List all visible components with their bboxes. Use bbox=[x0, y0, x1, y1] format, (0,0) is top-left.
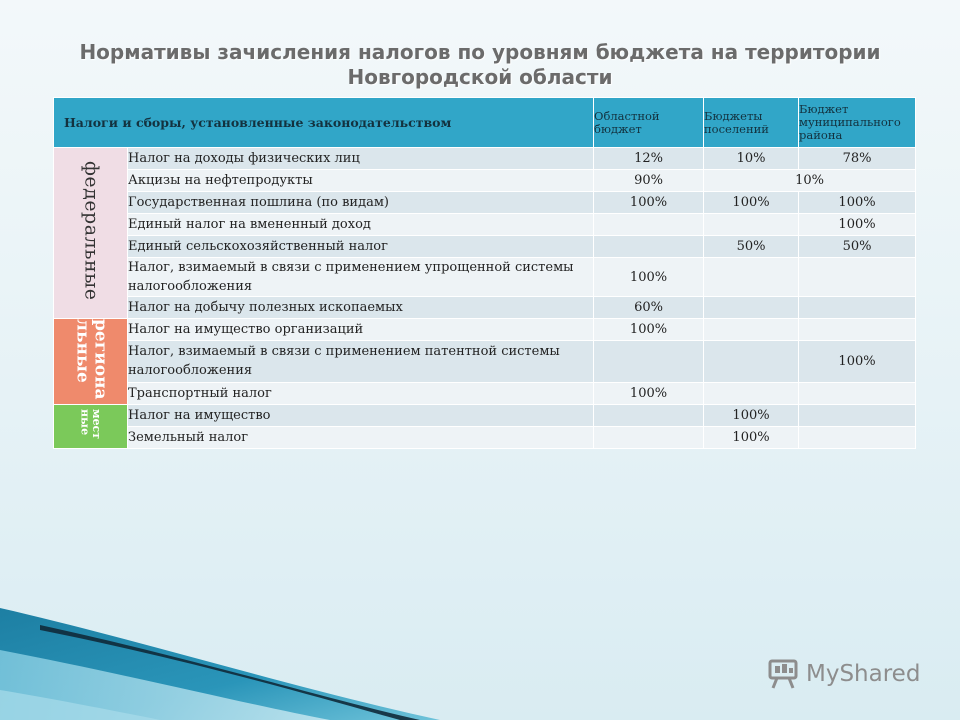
value-settlements: 100% bbox=[704, 192, 799, 214]
table-row bbox=[54, 236, 916, 258]
value-regional bbox=[594, 214, 704, 236]
value-municipal bbox=[799, 426, 916, 448]
table-row bbox=[54, 426, 916, 448]
value-settlements: 100% bbox=[704, 404, 799, 426]
value-settlements bbox=[704, 319, 799, 341]
value-settlements bbox=[704, 382, 799, 404]
value-regional: 100% bbox=[594, 258, 704, 297]
value-settlements-municipal: 10% bbox=[704, 170, 916, 192]
tax-name: Акцизы на нефтепродукты bbox=[128, 170, 594, 192]
value-municipal: 100% bbox=[799, 192, 916, 214]
tax-name: Налог на доходы физических лиц bbox=[128, 148, 594, 170]
table-header-row bbox=[54, 98, 916, 148]
group-regional bbox=[54, 319, 128, 405]
watermark-text: MyShared bbox=[806, 661, 921, 687]
table-row bbox=[54, 404, 916, 426]
value-settlements bbox=[704, 214, 799, 236]
header-settlement-budgets: Бюджеты поселений bbox=[704, 98, 799, 148]
table-row bbox=[54, 382, 916, 404]
table-row bbox=[54, 192, 916, 214]
value-municipal: 78% bbox=[799, 148, 916, 170]
group-local-label: мест ные bbox=[78, 408, 104, 440]
value-settlements bbox=[704, 341, 799, 383]
value-municipal bbox=[799, 258, 916, 297]
value-regional bbox=[594, 404, 704, 426]
value-regional: 100% bbox=[594, 319, 704, 341]
value-municipal: 100% bbox=[799, 214, 916, 236]
value-regional: 90% bbox=[594, 170, 704, 192]
table-row bbox=[54, 258, 916, 297]
tax-name: Транспортный налог bbox=[128, 382, 594, 404]
tax-name: Налог на имущество организаций bbox=[128, 319, 594, 341]
tax-name: Налог, взимаемый в связи с применением упрощенной системы налогообложения bbox=[128, 258, 594, 297]
value-municipal bbox=[799, 404, 916, 426]
group-federal-label: федеральные bbox=[80, 161, 103, 301]
tax-name: Налог на имущество bbox=[128, 404, 594, 426]
value-regional: 100% bbox=[594, 382, 704, 404]
header-taxes: Налоги и сборы, установленные законодательством bbox=[54, 98, 594, 148]
value-municipal bbox=[799, 382, 916, 404]
value-settlements: 10% bbox=[704, 148, 799, 170]
group-federal bbox=[54, 148, 128, 319]
header-regional-budget: Областной бюджет bbox=[594, 98, 704, 148]
value-municipal bbox=[799, 319, 916, 341]
tax-name: Налог на добычу полезных ископаемых bbox=[128, 297, 594, 319]
value-settlements bbox=[704, 258, 799, 297]
myshared-watermark bbox=[768, 656, 920, 692]
value-regional: 100% bbox=[594, 192, 704, 214]
value-regional: 60% bbox=[594, 297, 704, 319]
value-regional: 12% bbox=[594, 148, 704, 170]
table-row bbox=[54, 214, 916, 236]
value-settlements: 100% bbox=[704, 426, 799, 448]
tax-name: Единый сельскохозяйственный налог bbox=[128, 236, 594, 258]
table-row bbox=[54, 170, 916, 192]
table-row bbox=[54, 297, 916, 319]
group-local bbox=[54, 404, 128, 448]
group-regional-label: региона льные bbox=[72, 319, 111, 400]
projector-icon bbox=[768, 659, 800, 689]
title-line-2: Новгородской области bbox=[347, 65, 613, 89]
table-row bbox=[54, 148, 916, 170]
value-settlements bbox=[704, 297, 799, 319]
tax-name: Налог, взимаемый в связи с применением патентной системы налогообложения bbox=[128, 341, 594, 383]
table-row bbox=[54, 319, 916, 341]
tax-norms-table bbox=[53, 97, 916, 449]
value-municipal: 50% bbox=[799, 236, 916, 258]
value-municipal bbox=[799, 297, 916, 319]
value-regional bbox=[594, 341, 704, 383]
table-row bbox=[54, 341, 916, 383]
header-municipal-budget: Бюджет муниципального района bbox=[799, 98, 916, 148]
tax-name: Земельный налог bbox=[128, 426, 594, 448]
value-settlements: 50% bbox=[704, 236, 799, 258]
tax-name: Единый налог на вмененный доход bbox=[128, 214, 594, 236]
tax-name: Государственная пошлина (по видам) bbox=[128, 192, 594, 214]
value-regional bbox=[594, 426, 704, 448]
value-regional bbox=[594, 236, 704, 258]
slide-title bbox=[0, 40, 960, 90]
title-line-1: Нормативы зачисления налогов по уровням бюджета на территории bbox=[79, 40, 881, 64]
value-municipal: 100% bbox=[799, 341, 916, 383]
